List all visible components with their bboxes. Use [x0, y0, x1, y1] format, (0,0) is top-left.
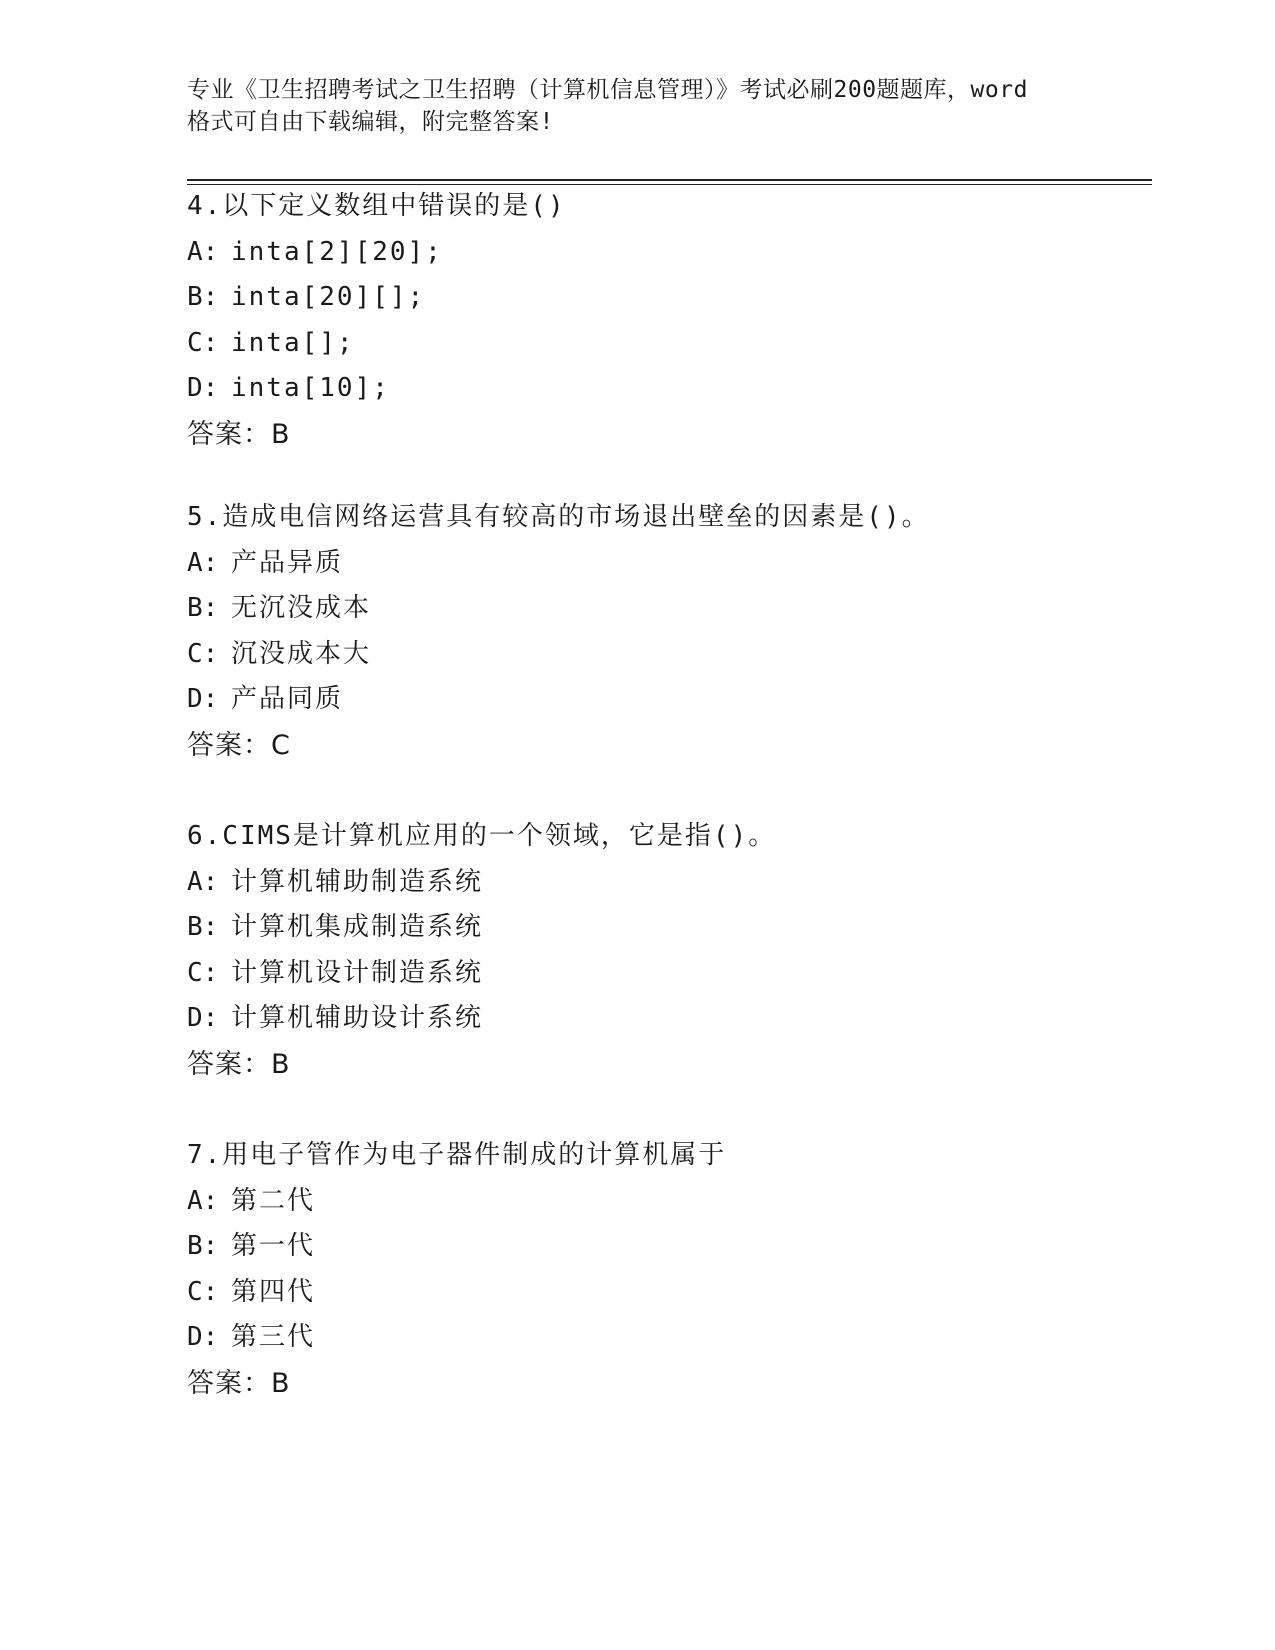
option-text: inta[2][20]; [231, 236, 443, 267]
option-row [187, 905, 1152, 951]
option-letter: B: [187, 282, 219, 312]
option-letter: D: [187, 1322, 219, 1352]
option-row [187, 632, 1152, 678]
option-row [187, 951, 1152, 997]
option-letter: C: [187, 638, 219, 669]
option-row [187, 541, 1152, 587]
question-stem: 4.以下定义数组中错误的是() [187, 191, 566, 221]
question-block [187, 495, 1152, 768]
option-letter: A: [187, 866, 219, 897]
option-row [187, 586, 1152, 632]
option-letter: D: [187, 684, 219, 714]
option-letter: D: [187, 1003, 219, 1033]
option-letter: C: [187, 327, 219, 358]
option-text: inta[]; [231, 327, 355, 358]
option-row [187, 1179, 1152, 1225]
option-row [187, 860, 1152, 906]
option-row [187, 996, 1152, 1042]
answer-line: 答案：B [187, 1048, 291, 1080]
option-letter: B: [187, 1231, 219, 1261]
question-stem: 5.造成电信网络运营具有较高的市场退出壁垒的因素是()。 [187, 502, 930, 532]
option-letter: C: [187, 1276, 219, 1307]
option-text: inta[20][]; [231, 282, 426, 312]
header-line-2: 格式可自由下载编辑，附完整答案! [187, 109, 554, 135]
option-text: 计算机辅助制造系统 [231, 866, 484, 897]
option-text: 无沉没成本 [231, 593, 372, 623]
option-letter: A: [187, 547, 219, 578]
option-row [187, 677, 1152, 723]
option-text: 沉没成本大 [231, 638, 372, 669]
option-text: 第三代 [231, 1322, 316, 1352]
header-line-1: 专业《卫生招聘考试之卫生招聘（计算机信息管理）》考试必刷200题题库，word [187, 77, 1028, 103]
option-letter: A: [187, 1185, 219, 1216]
answer-line: 答案：B [187, 1367, 291, 1399]
option-text: 第一代 [231, 1231, 316, 1261]
question-block [187, 814, 1152, 1087]
option-text: 计算机集成制造系统 [231, 912, 484, 942]
option-letter: D: [187, 373, 219, 403]
option-row [187, 321, 1152, 367]
question-block [187, 1133, 1152, 1406]
option-row [187, 1315, 1152, 1361]
answer-line: 答案：B [187, 418, 291, 450]
option-row [187, 1270, 1152, 1316]
answer-line: 答案：C [187, 729, 291, 761]
document-header [187, 74, 1087, 138]
question-stem: 6.CIMS是计算机应用的一个领域，它是指()。 [187, 821, 777, 851]
option-row [187, 1224, 1152, 1270]
option-text: 第四代 [231, 1276, 316, 1307]
option-text: 第二代 [231, 1185, 316, 1216]
question-stem: 7.用电子管作为电子器件制成的计算机属于 [187, 1140, 727, 1170]
header-divider-thick [187, 179, 1152, 181]
option-row [187, 366, 1152, 412]
option-text: 产品同质 [231, 684, 344, 714]
option-letter: A: [187, 236, 219, 267]
option-letter: C: [187, 957, 219, 988]
option-text: 产品异质 [231, 547, 344, 578]
option-row [187, 275, 1152, 321]
option-letter: B: [187, 912, 219, 942]
option-row [187, 230, 1152, 276]
option-letter: B: [187, 593, 219, 623]
question-block [187, 184, 1152, 457]
option-text: inta[10]; [231, 373, 390, 403]
option-text: 计算机设计制造系统 [231, 957, 484, 988]
option-text: 计算机辅助设计系统 [231, 1003, 484, 1033]
